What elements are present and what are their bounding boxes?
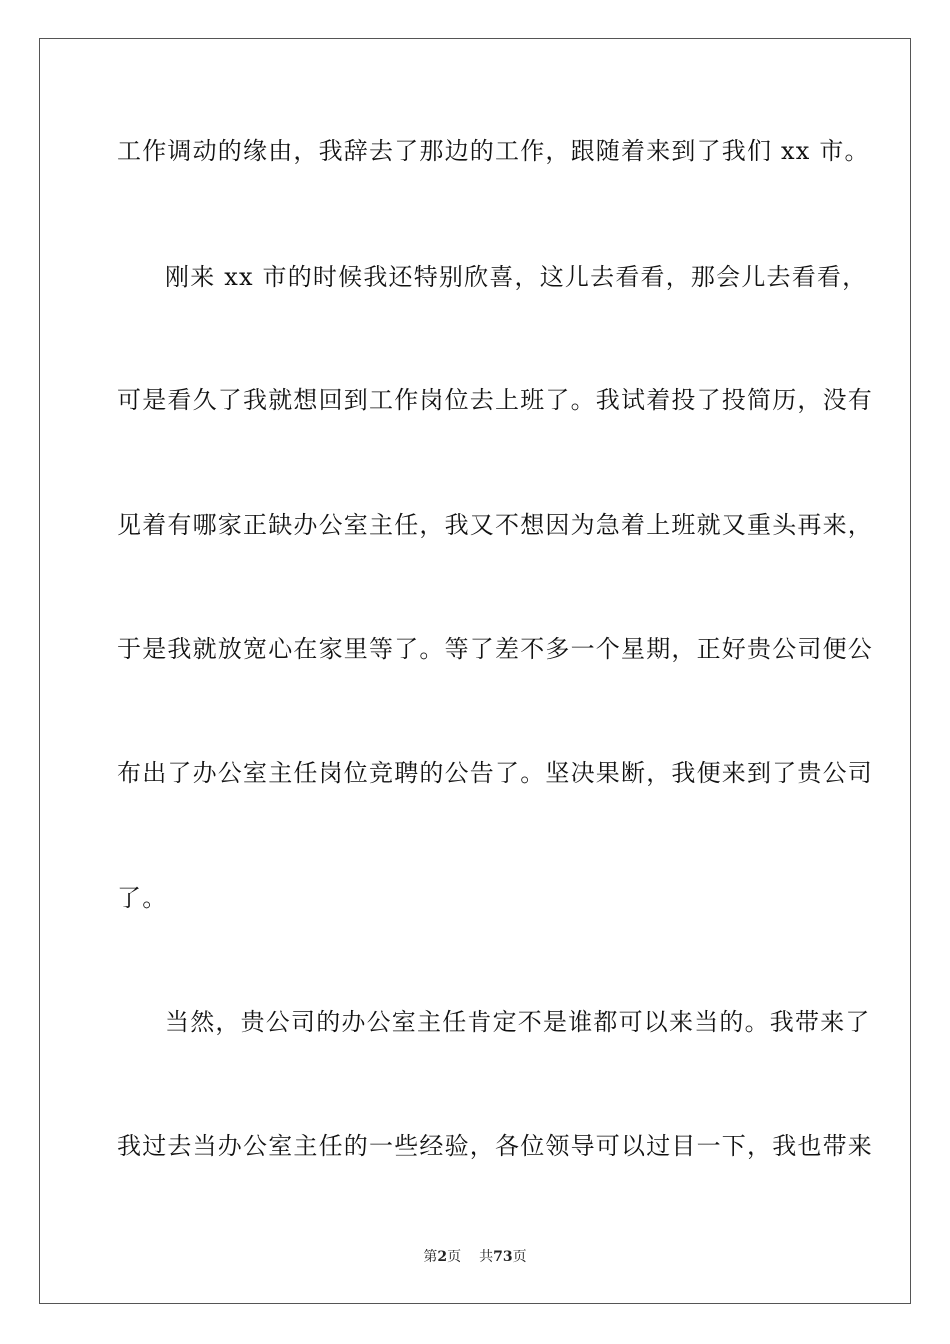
body-line-5: 于是我就放宽心在家里等了。等了差不多一个星期，正好贵公司便公: [117, 635, 873, 663]
page-number-label: 第2页: [423, 1249, 462, 1265]
body-line-1: 工作调动的缘由，我辞去了那边的工作，跟随着来到了我们 xx 市。: [117, 137, 870, 165]
page-footer: [0, 1248, 950, 1266]
body-line-3: 可是看久了我就想回到工作岗位去上班了。我试着投了投简历，没有: [117, 386, 873, 414]
body-line-4: 见着有哪家正缺办公室主任，我又不想因为急着上班就又重头再来，: [117, 511, 873, 539]
body-line-8-paragraph-start: 当然，贵公司的办公室主任肯定不是谁都可以来当的。我带来了: [165, 1008, 871, 1036]
total-pages-label: 共73页: [479, 1249, 527, 1265]
body-line-7: 了。: [117, 884, 168, 912]
page-border: [39, 38, 911, 1304]
body-line-6: 布出了办公室主任岗位竞聘的公告了。坚决果断，我便来到了贵公司: [117, 759, 873, 787]
body-line-2-paragraph-start: 刚来 xx 市的时候我还特别欣喜，这儿去看看，那会儿去看看，: [165, 263, 868, 291]
body-line-9: 我过去当办公室主任的一些经验，各位领导可以过目一下，我也带来: [117, 1132, 873, 1160]
